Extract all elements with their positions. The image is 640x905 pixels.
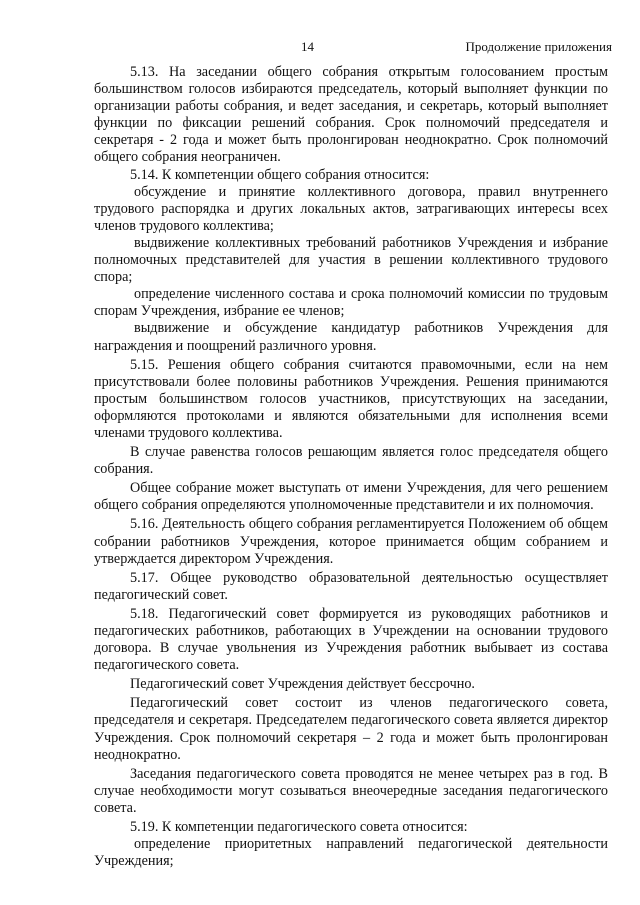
paragraph: Педагогический совет состоит из членов педагогического совета, председателя и секретаря. Председателем педагогического совета является директор Учреждения. Срок полномочий секретаря – 2 года и может быть пролонгирован неоднократно. <box>94 695 608 763</box>
paragraph: Педагогический совет Учреждения действует бессрочно. <box>130 676 475 693</box>
list-item: определение численного состава и срока полномочий комиссии по трудовым спорам Учреждения, избрание ее членов; <box>94 286 608 320</box>
list-item: обсуждение и принятие коллективного договора, правил внутреннего трудового распорядка и других локальных актов, затрагивающих интересы всех членов трудового коллектива; <box>94 183 608 234</box>
paragraph: В случае равенства голосов решающим является голос председателя общего собрания. <box>94 444 608 478</box>
paragraph-5-13: 5.13. На заседании общего собрания открытым голосованием простым большинством голосов избираются председатель, который выполняет функции по организации работы собрания, и ведет заседания, и секретарь, который выполняет функции по фиксации решений собрания. Срок полномочий председателя и секретаря - 2 года и может быть пролонгирован неоднократно. Срок полномочий общего собрания неограничен. <box>94 64 608 166</box>
paragraph-5-19: 5.19. К компетенции педагогического совета относится: <box>130 819 468 836</box>
document-body <box>94 64 608 870</box>
list-item: выдвижение коллективных требований работников Учреждения и избрание полномочных представителей для участия в решении коллективного трудового спора; <box>94 234 608 286</box>
paragraph: Общее собрание может выступать от имени Учреждения, для чего решением общего собрания определяются уполномоченные представители и их полномочия. <box>94 480 608 514</box>
paragraph-5-15: 5.15. Решения общего собрания считаются правомочными, если на нем присутствовали более половины работников Учреждения. Решения принимаются простым большинством голосов участников, присутствующих на заседании, оформляются протоколами и являются обязательными для исполнения всеми членами трудового коллектива. <box>94 356 608 441</box>
list-item: определение приоритетных направлений педагогической деятельности Учреждения; <box>94 836 608 870</box>
paragraph-5-14: 5.14. К компетенции общего собрания относится: <box>130 166 430 183</box>
list-item: выдвижение и обсуждение кандидатур работников Учреждения для награждения и поощрений различного уровня. <box>94 320 608 354</box>
paragraph-5-16: 5.16. Деятельность общего собрания регламентируется Положением об общем собрании работников Учреждения, которое принимается общим собранием и утверждается директором Учреждения. <box>94 516 608 567</box>
paragraph-5-17: 5.17. Общее руководство образовательной деятельностью осуществляет педагогический совет. <box>94 569 608 603</box>
paragraph: Заседания педагогического совета проводятся не менее четырех раз в год. В случае необходимости могут созываться внеочередные заседания педагогического совета. <box>94 765 608 816</box>
continued-note: Продолжение приложения <box>465 39 612 54</box>
paragraph-5-18: 5.18. Педагогический совет формируется из руководящих работников и педагогических работников, работающих в Учреждении на основании трудового договора. В случае увольнения из Учреждения работник выбывает из состава педагогического совета. <box>94 605 608 674</box>
page-number: 14 <box>301 39 314 54</box>
